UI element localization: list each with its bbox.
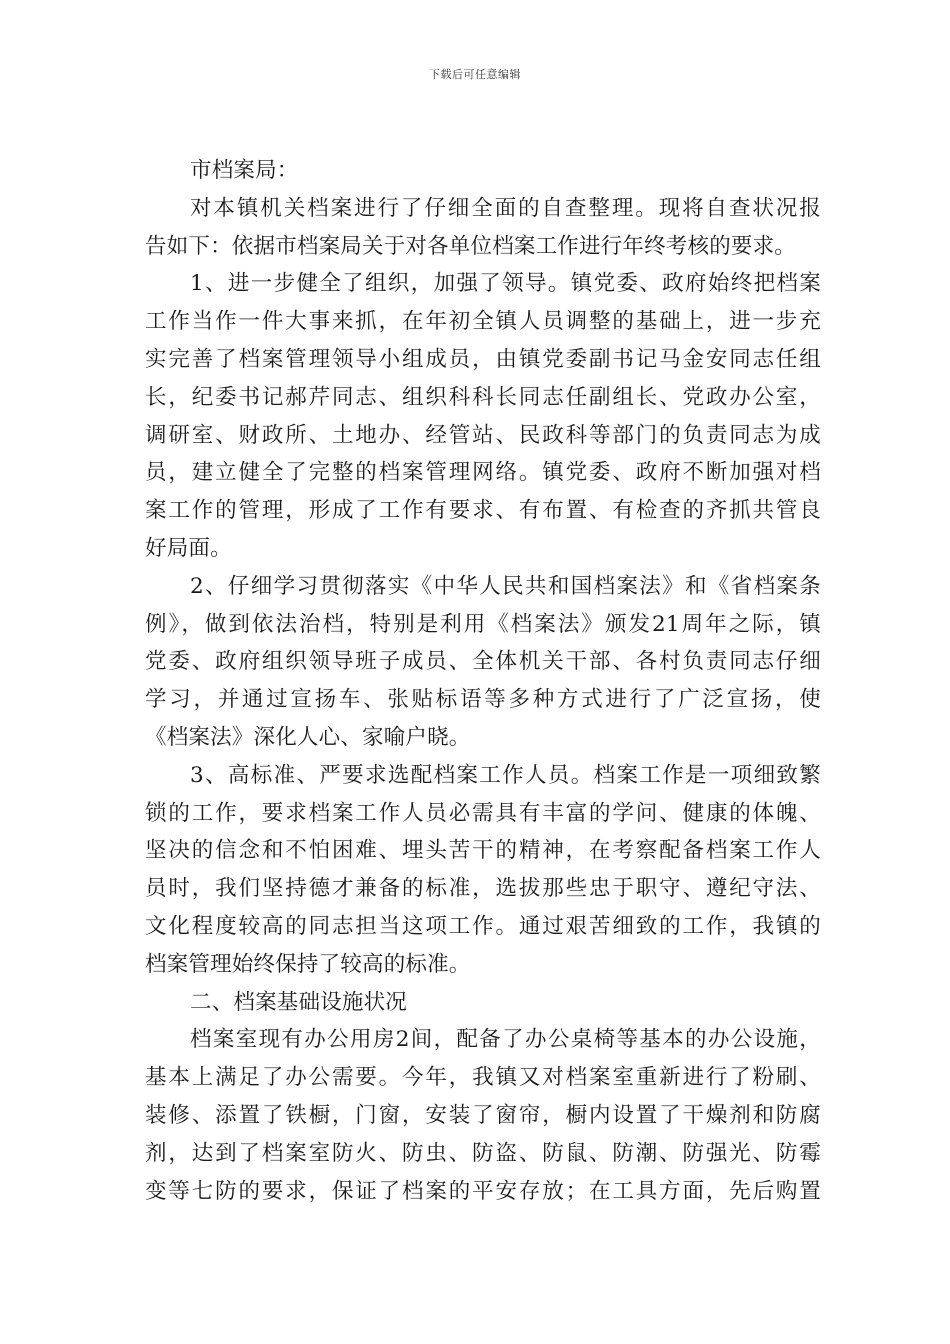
section1-line: 案工作的管理，形成了工作有要求、有布置、有检查的齐抓共管良 <box>145 498 821 524</box>
page-header-note: 下载后可任意编辑 <box>429 68 521 81</box>
section4-line: 基本上满足了办公需要。今年，我镇又对档案室重新进行了粉刷、 <box>145 1065 821 1091</box>
section1-line: 员，建立健全了完整的档案管理网络。镇党委、政府不断加强对档 <box>145 460 821 486</box>
section1-line: 长，纪委书记郝芹同志、组织科科长同志任副组长、党政办公室， <box>145 384 821 410</box>
intro-line: 对本镇机关档案进行了仔细全面的自查整理。现将自查状况报 <box>190 195 821 221</box>
section1-line: 工作当作一件大事来抓，在年初全镇人员调整的基础上，进一步充 <box>145 309 821 335</box>
section3-line: 锁的工作，要求档案工作人员必需具有丰富的学问、健康的体魄、 <box>145 800 821 826</box>
section2-line: 党委、政府组织领导班子成员、全体机关干部、各村负责同志仔细 <box>145 649 821 675</box>
document-body <box>145 152 821 1210</box>
section2-line: 学习，并通过宣扬车、张贴标语等多种方式进行了广泛宣扬，使 <box>145 687 821 713</box>
section4-line: 档案室现有办公用房2间，配备了办公桌椅等基本的办公设施， <box>190 1027 821 1053</box>
section3-line: 文化程度较高的同志担当这项工作。通过艰苦细致的工作，我镇的 <box>145 913 821 939</box>
section1-line: 调研室、财政所、土地办、经管站、民政科等部门的负责同志为成 <box>145 422 821 448</box>
section2-line: 例》，做到依法治档，特别是利用《档案法》颁发21周年之际，镇 <box>145 611 821 637</box>
section1-line: 1、进一步健全了组织，加强了领导。镇党委、政府始终把档案 <box>190 271 821 297</box>
section3-line: 3、高标准、严要求选配档案工作人员。档案工作是一项细致繁 <box>190 762 821 788</box>
section3-line: 档案管理始终保持了较高的标准。 <box>145 951 471 977</box>
section4-line: 变等七防的要求，保证了档案的平安存放；在工具方面，先后购置 <box>145 1178 821 1204</box>
section3-line: 员时，我们坚持德才兼备的标准，选拔那些忠于职守、遵纪守法、 <box>145 876 821 902</box>
section1-line: 好局面。 <box>145 535 232 561</box>
section-heading: 二、档案基础设施状况 <box>190 989 408 1015</box>
section4-line: 剂，达到了档案室防火、防虫、防盗、防鼠、防潮、防强光、防霉 <box>145 1140 821 1166</box>
section1-line: 实完善了档案管理领导小组成员，由镇党委副书记马金安同志任组 <box>145 346 821 372</box>
salutation: 市档案局： <box>190 158 299 183</box>
section2-line: 《档案法》深化人心、家喻户晓。 <box>145 724 471 750</box>
section4-line: 装修、添置了铁橱，门窗，安装了窗帘，橱内设置了干燥剂和防腐 <box>145 1102 821 1128</box>
intro-line: 告如下：依据市档案局关于对各单位档案工作进行年终考核的要求。 <box>145 233 797 259</box>
section2-line: 2、仔细学习贯彻落实《中华人民共和国档案法》和《省档案条 <box>190 573 821 599</box>
section3-line: 坚决的信念和不怕困难、埋头苦干的精神，在考察配备档案工作人 <box>145 838 821 864</box>
